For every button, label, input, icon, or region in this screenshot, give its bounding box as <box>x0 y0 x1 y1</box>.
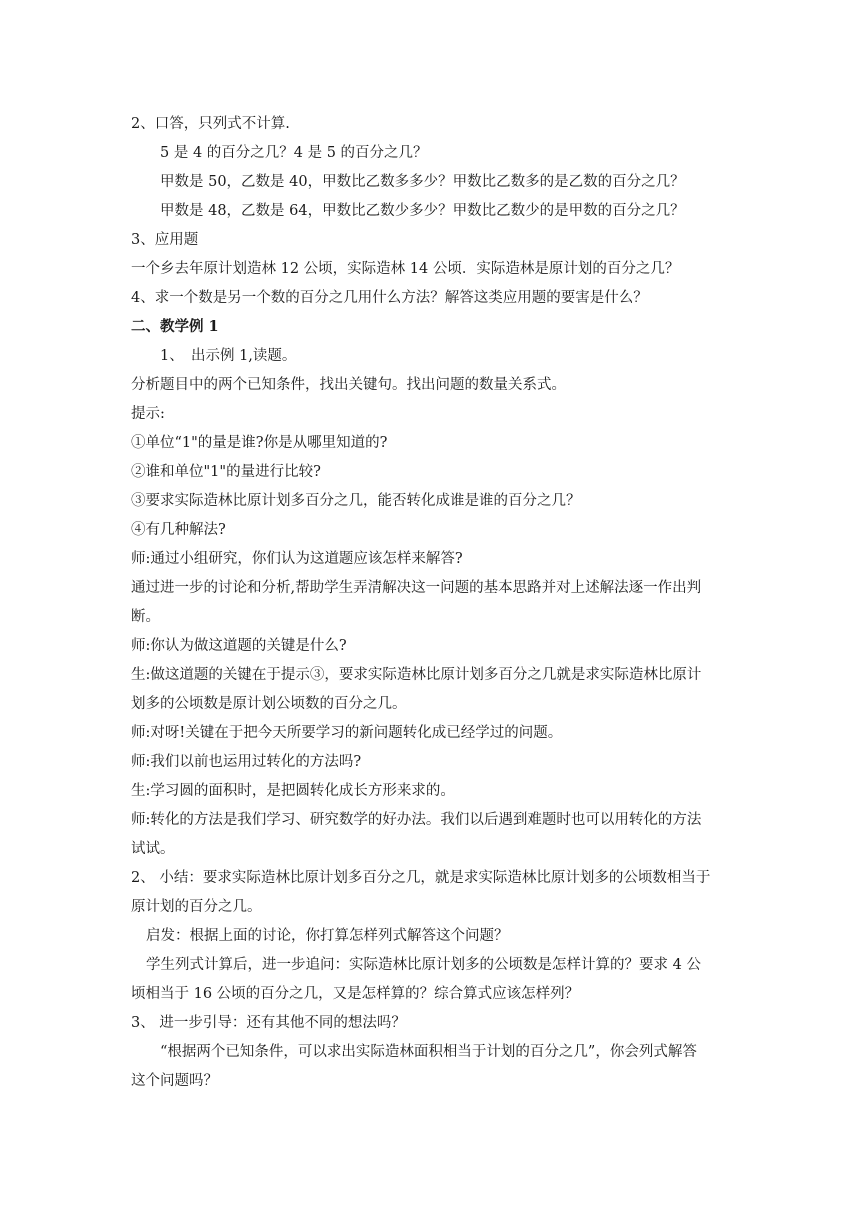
text-line: 试试。 <box>131 841 175 857</box>
text-line: “根据两个已知条件，可以求出实际造林面积相当于计划的百分之几”，你会列式解答 <box>160 1044 697 1060</box>
text-line: 3、应用题 <box>131 232 199 248</box>
text-line: 学生列式计算后，进一步追问：实际造林比原计划多的公顷数是怎样计算的？要求 4 公 <box>146 957 701 973</box>
text-line: 4、求一个数是另一个数的百分之几用什么方法？解答这类应用题的要害是什么？ <box>131 290 648 306</box>
text-line: 师:你认为做这道题的关键是什么? <box>131 638 347 654</box>
text-line: 顷相当于 16 公顷的百分之几，又是怎样算的？综合算式应该怎样列？ <box>131 986 580 1002</box>
text-line: 分析题目中的两个已知条件，找出关键句。找出问题的数量关系式。 <box>131 377 566 393</box>
text-line: 启发：根据上面的讨论，你打算怎样列式解答这个问题？ <box>146 928 509 944</box>
section-heading: 二、教学例 1 <box>131 318 219 335</box>
text-line: 提示: <box>131 406 165 422</box>
text-line: 断。 <box>131 609 160 625</box>
text-line: 1、 出示例 1,读题。 <box>160 348 297 364</box>
text-line: ①单位“1"的量是谁?你是从哪里知道的? <box>131 435 388 451</box>
text-line: 生:做这道题的关键在于提示③，要求实际造林比原计划多百分之几就是求实际造林比原计 <box>131 667 702 683</box>
text-line: ②谁和单位"1"的量进行比较? <box>131 464 321 480</box>
text-line: ④有几种解法? <box>131 522 226 538</box>
text-line: 师:转化的方法是我们学习、研究数学的好办法。我们以后遇到难题时也可以用转化的方法 <box>131 812 702 828</box>
text-line: 甲数是 50，乙数是 40，甲数比乙数多多少？甲数比乙数多的是乙数的百分之几？ <box>160 174 685 190</box>
text-line: ③要求实际造林比原计划多百分之几，能否转化成谁是谁的百分之几？ <box>131 493 581 509</box>
text-line: 师:对呀!关键在于把今天所要学习的新问题转化成已经学过的问题。 <box>131 725 563 741</box>
text-line: 5 是 4 的百分之几？4 是 5 的百分之几？ <box>160 145 428 161</box>
text-line: 生:学习圆的面积时，是把圆转化成长方形来求的。 <box>131 783 455 799</box>
text-line: 师:通过小组研究，你们认为这道题应该怎样来解答? <box>131 551 463 567</box>
text-line: 原计划的百分之几。 <box>131 899 262 915</box>
text-line: 师:我们以前也运用过转化的方法吗? <box>131 754 362 770</box>
text-line: 这个问题吗？ <box>131 1073 218 1089</box>
text-line: 3、 进一步引导：还有其他不同的想法吗？ <box>131 1015 406 1031</box>
text-line: 2、 小结：要求实际造林比原计划多百分之几，就是求实际造林比原计划多的公顷数相当于 <box>131 870 711 886</box>
text-line: 2、口答，只列式不计算. <box>131 116 290 132</box>
text-line: 划多的公顷数是原计划公顷数的百分之几。 <box>131 696 407 712</box>
text-line: 一个乡去年原计划造林 12 公顷，实际造林 14 公顷．实际造林是原计划的百分之几？ <box>131 261 680 277</box>
text-line: 通过进一步的讨论和分析,帮助学生弄清解决这一问题的基本思路并对上述解法逐一作出判 <box>131 580 702 596</box>
text-line: 甲数是 48，乙数是 64，甲数比乙数少多少？甲数比乙数少的是甲数的百分之几？ <box>160 203 685 219</box>
